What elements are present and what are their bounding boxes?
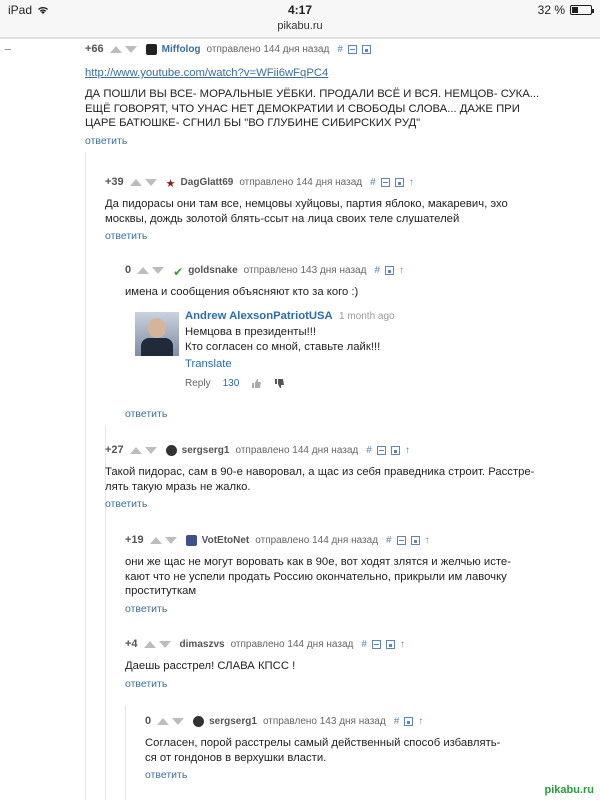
- vote-up-icon[interactable]: [157, 718, 169, 725]
- comment-rating: +19: [125, 534, 144, 546]
- comment-rating: 0: [125, 264, 132, 276]
- avatar: [193, 716, 204, 727]
- comment-header: [125, 262, 555, 278]
- comment-header: [105, 442, 555, 458]
- checkmark-icon: ✔: [173, 264, 184, 279]
- comment: [105, 442, 555, 512]
- comment-time: отправлено 143 дня назад: [243, 264, 367, 276]
- arrow-up-icon[interactable]: ↑: [399, 638, 405, 650]
- permalink-icon[interactable]: #: [337, 43, 343, 55]
- comment-body: Даешь расстрел! СЛАВА КПСС !: [125, 660, 296, 672]
- comment-header: [125, 532, 555, 548]
- comment-author[interactable]: DagGlatt69: [180, 176, 234, 188]
- save-icon[interactable]: [385, 266, 394, 275]
- permalink-icon[interactable]: #: [366, 444, 372, 456]
- comment-time: отправлено 144 дня назад: [230, 638, 354, 650]
- comment-body: ДА ПОШЛИ ВЫ ВСЕ- МОРАЛЬНЫЕ УЁБКИ. ПРОДАЛИ ВСЁ И ВСЯ. НЕМЦОВ- СУКА... ЕЩЁ ГОВОРЯТ, ЧТО УНАС НЕТ ДЕМОКРАТИИ И СВОБОДЫ СЛОВА... ДАЖЕ ПРИ ЦАРЕ БАТЮШКЕ- СГНИЛ БЫ "ВО ГЛУБИНЕ СИБИРСКИХ РУД": [85, 88, 540, 129]
- reply-button[interactable]: ответить: [125, 602, 168, 615]
- avatar: [146, 44, 157, 55]
- embed-author: Andrew AlexsonPatriotUSA: [185, 310, 333, 322]
- comment-body: имена и сообщения объясняют кто за кого :): [125, 286, 359, 298]
- battery-percent: 32 %: [537, 3, 565, 17]
- arrow-up-icon[interactable]: ↑: [418, 715, 424, 727]
- comment-header: [125, 636, 555, 652]
- comment-body: они же щас не могут воровать как в 90е, вот ходят злятся и желчью исте- кают что не успели продать Россию окончательно, прикрыли им лавочку проституткам: [125, 556, 511, 597]
- save-icon[interactable]: [395, 178, 404, 187]
- site-watermark: pikabu.ru: [544, 784, 594, 796]
- reply-button[interactable]: ответить: [85, 134, 128, 147]
- comment-rating: +4: [125, 638, 138, 650]
- thumbs-up-icon: [251, 378, 262, 389]
- vote-down-icon[interactable]: [172, 718, 184, 725]
- save-icon[interactable]: [386, 640, 395, 649]
- save-icon[interactable]: [362, 45, 371, 54]
- reply-button[interactable]: ответить: [125, 408, 168, 420]
- vote-up-icon[interactable]: [130, 179, 142, 186]
- comment-header: [105, 174, 555, 190]
- reply-button[interactable]: ответить: [145, 769, 188, 781]
- battery-icon: [570, 5, 592, 15]
- comment-time: отправлено 143 дня назад: [262, 715, 386, 727]
- battery-level: [572, 7, 578, 13]
- comment-author[interactable]: VotEtoNet: [201, 534, 250, 546]
- reply-button[interactable]: ответить: [105, 230, 148, 242]
- comment-link[interactable]: http://www.youtube.com/watch?v=WFii6wFqPC4: [85, 67, 329, 79]
- avatar: [166, 445, 177, 456]
- permalink-icon[interactable]: #: [374, 264, 380, 276]
- save-icon[interactable]: [391, 446, 400, 455]
- comment-rating: +39: [105, 176, 124, 188]
- embedded-screenshot: [135, 310, 417, 396]
- reply-button[interactable]: ответить: [105, 498, 148, 510]
- comment-rating: 0: [145, 715, 152, 727]
- collapse-comment-icon[interactable]: [372, 640, 381, 649]
- thumbs-down-icon: [274, 378, 285, 389]
- divider: [0, 38, 600, 39]
- vote-down-icon[interactable]: [159, 641, 171, 648]
- status-time: 4:17: [287, 3, 313, 17]
- vote-down-icon[interactable]: [125, 46, 137, 53]
- star-icon: ★: [165, 177, 176, 190]
- comment: [85, 41, 555, 149]
- comment: [145, 713, 555, 783]
- comment-time: отправлено 144 дня назад: [235, 444, 359, 456]
- collapse-icon[interactable]: −: [4, 42, 12, 57]
- comment-author[interactable]: goldsnake: [188, 264, 238, 276]
- permalink-icon[interactable]: #: [386, 534, 392, 546]
- embed-translate: Translate: [185, 358, 232, 370]
- comment-body: Да пидорасы они там все, немцовы хуйцовы, партия яблоко, макаревич, эхо москвы, дождь золотой блять-ссыт на лица своих теле слушателей: [105, 198, 508, 225]
- embed-text-line: Немцова в президенты!!!: [185, 326, 317, 338]
- comment: [125, 636, 555, 692]
- avatar: [186, 535, 197, 546]
- status-bar: [0, 0, 600, 20]
- vote-up-icon[interactable]: [150, 537, 162, 544]
- thread-line: [125, 706, 126, 800]
- device-name: iPad: [8, 3, 33, 17]
- vote-down-icon[interactable]: [145, 447, 157, 454]
- embed-like-count: 130: [222, 378, 240, 389]
- comments-area: [0, 38, 600, 800]
- comment-time: отправлено 144 дня назад: [255, 534, 379, 546]
- save-icon[interactable]: [411, 536, 420, 545]
- profile-photo: [135, 312, 179, 356]
- comment: [125, 262, 555, 300]
- permalink-icon[interactable]: #: [393, 715, 400, 727]
- comment-body: Согласен, порой расстрелы самый действенный способ избавлять- ся от гондонов в верхушки власти.: [145, 737, 501, 764]
- save-icon[interactable]: [404, 717, 413, 726]
- comment-header: [145, 713, 555, 729]
- collapse-comment-icon[interactable]: [397, 536, 406, 545]
- vote-down-icon[interactable]: [145, 179, 157, 186]
- vote-up-icon[interactable]: [130, 447, 142, 454]
- vote-up-icon[interactable]: [110, 46, 122, 53]
- vote-down-icon[interactable]: [152, 267, 164, 274]
- comment-author[interactable]: sergserg1: [209, 715, 257, 727]
- comment-header: [85, 41, 555, 57]
- arrow-up-icon[interactable]: ↑: [408, 176, 414, 188]
- comment-rating: +27: [105, 444, 124, 456]
- vote-down-icon[interactable]: [165, 537, 177, 544]
- vote-up-icon[interactable]: [137, 267, 149, 274]
- arrow-up-icon[interactable]: ↑: [399, 264, 404, 276]
- vote-up-icon[interactable]: [144, 641, 156, 648]
- collapse-comment-icon[interactable]: [381, 178, 390, 187]
- embed-actions: [185, 378, 285, 389]
- comment: [105, 174, 555, 244]
- url-bar[interactable]: pikabu.ru: [0, 20, 600, 38]
- collapse-comment-icon[interactable]: [377, 446, 386, 455]
- comment: [125, 532, 555, 617]
- comment-author[interactable]: Miffolog: [161, 43, 201, 55]
- comment-rating: +66: [85, 43, 104, 55]
- thread-line: [85, 152, 86, 800]
- arrow-up-icon[interactable]: ↑: [404, 444, 410, 456]
- reply-button[interactable]: ответить: [125, 677, 168, 690]
- embed-text-line: Кто согласен со мной, ставьте лайк!!!: [185, 341, 381, 353]
- embed-reply: Reply: [185, 378, 211, 389]
- comment-body: Такой пидорас, сам в 90-е наворовал, а щас из себя праведника строит. Расстре- лять такую мразь не жалко.: [105, 466, 535, 493]
- collapse-comment-icon[interactable]: [348, 45, 357, 54]
- permalink-icon[interactable]: #: [361, 638, 367, 650]
- permalink-icon[interactable]: #: [370, 176, 376, 188]
- comment-time: отправлено 144 дня назад: [239, 176, 363, 188]
- comment-author[interactable]: sergserg1: [181, 444, 230, 456]
- comment-time: отправлено 144 дня назад: [206, 43, 330, 55]
- arrow-up-icon[interactable]: ↑: [424, 534, 430, 546]
- embed-time: 1 month ago: [339, 311, 395, 322]
- comment-author[interactable]: dimaszvs: [179, 638, 225, 650]
